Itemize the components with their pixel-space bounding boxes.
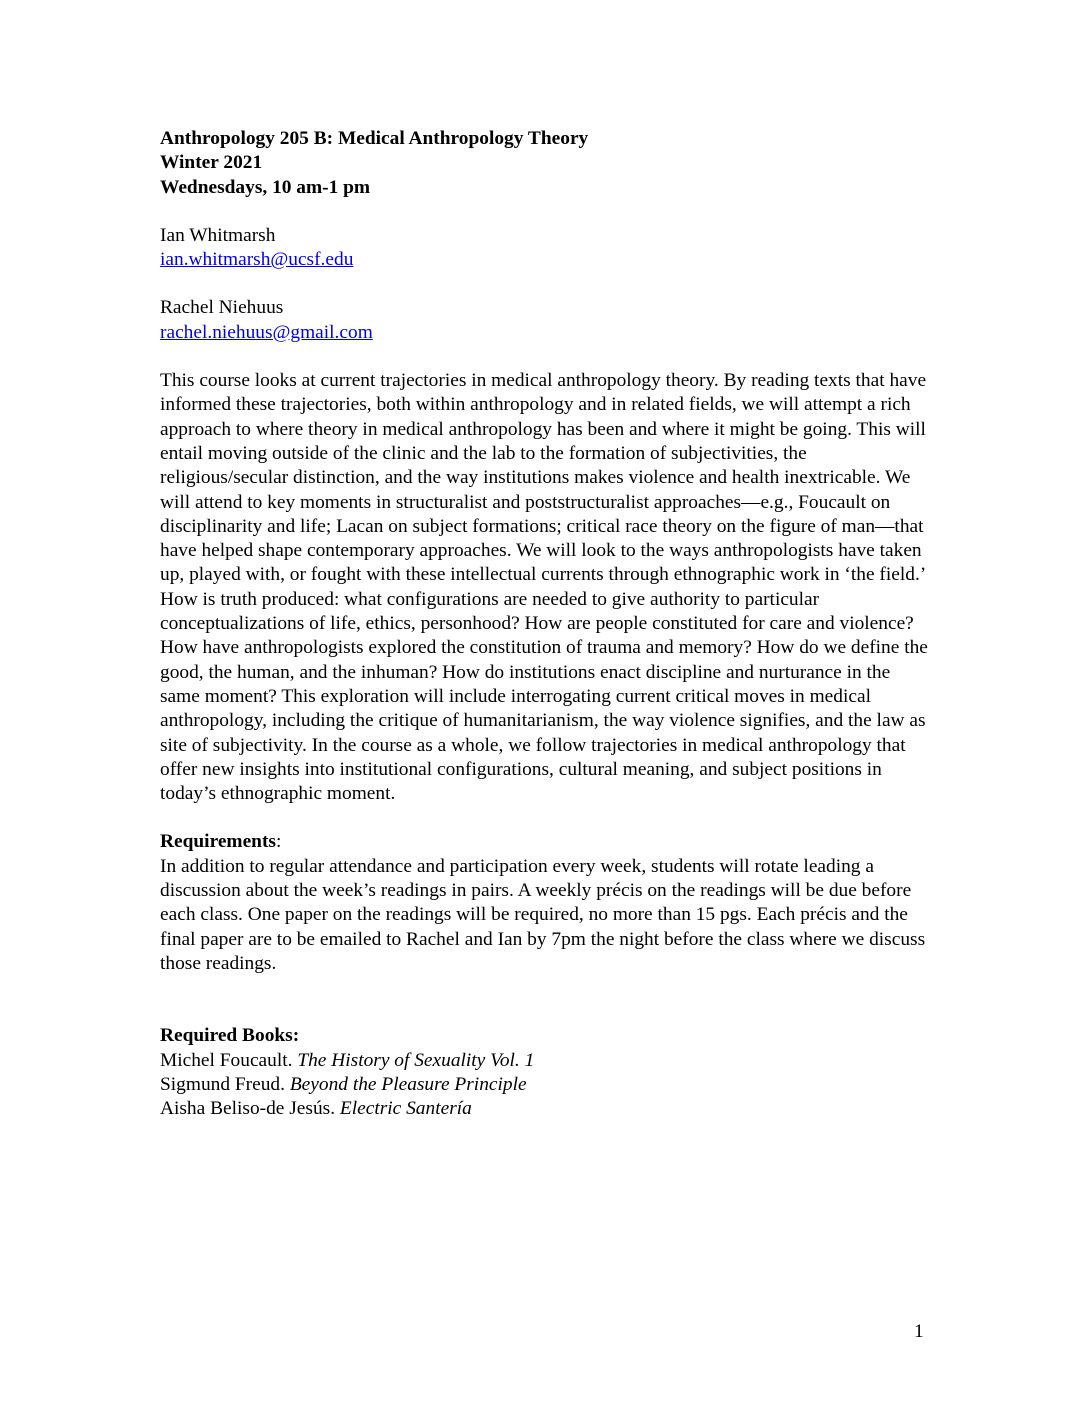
- course-title: Anthropology 205 B: Medical Anthropology Theory: [160, 128, 589, 149]
- requirements-section: [160, 830, 930, 976]
- required-books-section: [160, 1024, 930, 1121]
- course-header: [160, 127, 930, 200]
- book-item: [160, 1097, 930, 1121]
- required-books-heading: Required Books:: [160, 1025, 300, 1047]
- requirements-heading-colon: :: [275, 831, 282, 853]
- book-item: [160, 1073, 930, 1097]
- book-author: Aisha Beliso-de Jesús.: [160, 1098, 340, 1120]
- instructor-name: Rachel Niehuus: [160, 297, 284, 319]
- book-title: Electric Santería: [339, 1098, 472, 1120]
- book-author: Sigmund Freud.: [160, 1073, 290, 1095]
- course-schedule: Wednesdays, 10 am-1 pm: [160, 176, 371, 198]
- course-term: Winter 2021: [160, 152, 263, 174]
- instructor-email-link[interactable]: ian.whitmarsh@ucsf.edu: [160, 249, 354, 271]
- book-item: [160, 1049, 930, 1073]
- document-page: [160, 127, 930, 1121]
- instructor-1: [160, 224, 930, 273]
- instructor-2: [160, 296, 930, 345]
- instructor-email-link[interactable]: rachel.niehuus@gmail.com: [160, 321, 373, 343]
- requirements-text: In addition to regular attendance and participation every week, students will rotate leading a discussion about the week’s readings in pairs. A weekly précis on the readings will be due before each class. One paper on the readings will be required, no more than 15 pgs. Each précis and the final paper are to be emailed to Rachel and Ian by 7pm the night before the class where we discuss those readings.: [160, 855, 926, 974]
- page-number: 1: [914, 1321, 924, 1342]
- requirements-heading: Requirements: [160, 831, 276, 853]
- instructor-name: Ian Whitmarsh: [160, 224, 276, 246]
- book-title: The History of Sexuality Vol. 1: [297, 1049, 535, 1071]
- book-author: Michel Foucault.: [160, 1049, 298, 1071]
- course-description: This course looks at current trajectories in medical anthropology theory. By reading texts that have informed these trajectories, both within anthropology and in related fields, we will attempt a rich approach to where theory in medical anthropology has been and where it might be going. This will entail moving outside of the clinic and the lab to the formation of subjectivities, the religious/secular distinction, and the way institutions makes violence and health inextricable. We will attend to key moments in structuralist and poststructuralist approaches—e.g., Foucault on disciplinarity and life; Lacan on subject formations; critical race theory on the figure of man—that have helped shape contemporary approaches. We will look to the ways anthropologists have taken up, played with, or fought with these intellectual currents through ethnographic work in ‘the field.’ How is truth produced: what configurations are needed to give authority to particular conceptualizations of life, ethics, personhood? How are people constituted for care and violence? How have anthropologists explored the constitution of trauma and memory? How do we define the good, the human, and the inhuman? How do institutions enact discipline and nurturance in the same moment? This exploration will include interrogating current critical moves in medical anthropology, including the critique of humanitarianism, the way violence signifies, and the law as site of subjectivity. In the course as a whole, we follow trajectories in medical anthropology that offer new insights into institutional configurations, cultural meaning, and subject positions in today’s ethnographic moment.: [160, 370, 928, 805]
- book-title: Beyond the Pleasure Principle: [289, 1073, 527, 1095]
